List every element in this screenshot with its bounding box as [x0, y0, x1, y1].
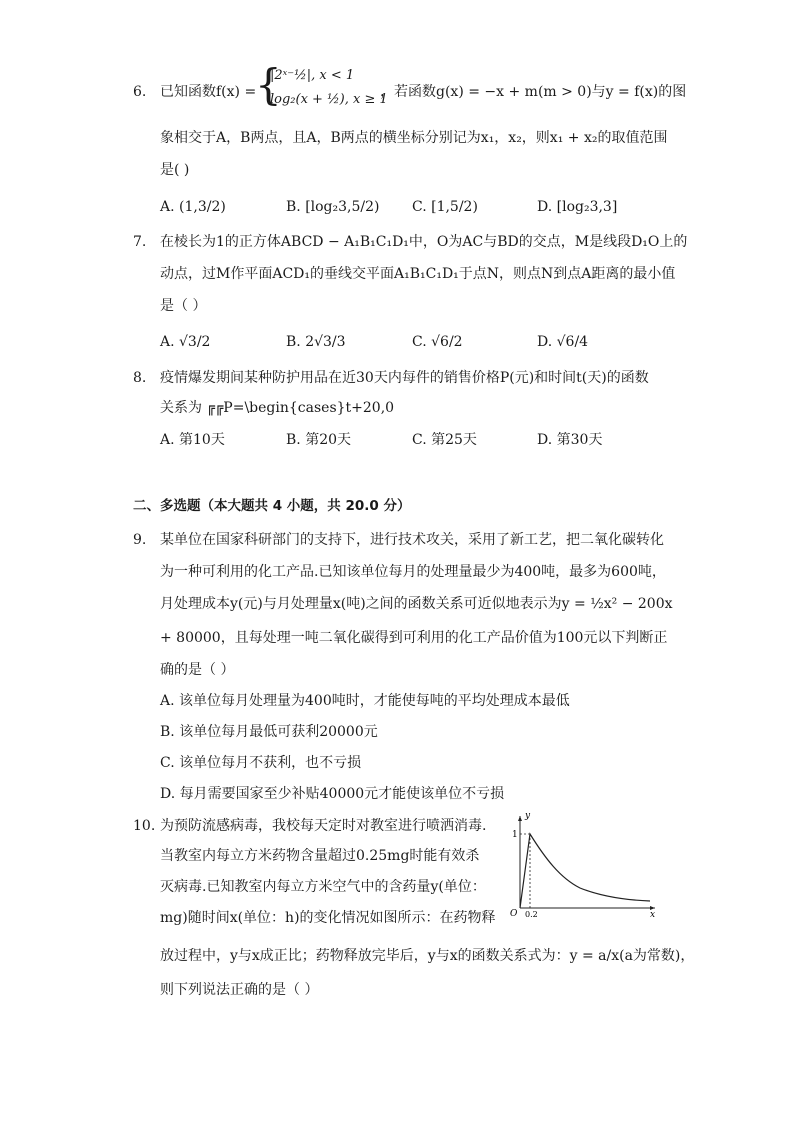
- question-8-number: 8.: [133, 370, 147, 386]
- question-7-option-d[interactable]: D. √6/4: [537, 334, 589, 350]
- question-9-option-c[interactable]: C. 该单位每月不获利，也不亏损: [160, 755, 362, 771]
- question-10-line-6: 则下列说法正确的是（ ）: [160, 982, 319, 998]
- question-6-suffix: ，若函数g(x) = −x + m(m > 0)与y = f(x)的图: [380, 84, 687, 100]
- question-6-option-a[interactable]: A. (1,3/2): [160, 199, 226, 215]
- question-9-number: 9.: [133, 532, 147, 548]
- concentration-curve: [520, 834, 650, 908]
- question-6-piece-2: log₂(x + ½), x ≥ 1: [270, 92, 388, 107]
- question-6-line-3: 是( ): [160, 162, 190, 178]
- question-6-piece-1: |2ˣ⁻½|, x < 1: [270, 68, 355, 83]
- question-8-option-c[interactable]: C. 第25天: [412, 432, 477, 448]
- question-7-line-3: 是（ ）: [160, 298, 207, 314]
- question-9-option-d[interactable]: D. 每月需要国家至少补贴40000元才能使该单位不亏损: [160, 786, 505, 802]
- question-6-line-2: 象相交于A，B两点，且A，B两点的横坐标分别记为x₁，x₂，则x₁ + x₂的取值范围: [160, 130, 668, 146]
- question-10-line-1: 为预防流感病毒，我校每天定时对教室进行喷洒消毒.: [160, 818, 487, 834]
- x-axis-label: x: [650, 910, 656, 918]
- question-6-option-d[interactable]: D. [log₂3,3]: [537, 199, 618, 215]
- question-8-option-a[interactable]: A. 第10天: [160, 432, 225, 448]
- question-6-option-c[interactable]: C. [1,5/2): [412, 199, 478, 215]
- concentration-graph: [500, 808, 660, 918]
- question-7-number: 7.: [133, 234, 147, 250]
- origin-label: O: [510, 909, 518, 918]
- section-heading: 二、多选题（本大题共 4 小题，共 20.0 分）: [133, 498, 411, 514]
- question-8-option-d[interactable]: D. 第30天: [537, 432, 603, 448]
- question-9-line-4: + 80000，且每处理一吨二氧化碳得到可利用的化工产品价值为100元以下判断正: [160, 630, 668, 646]
- question-10-number: 10.: [133, 818, 156, 834]
- question-7-line-1: 在棱长为1的正方体ABCD − A₁B₁C₁D₁中，O为AC与BD的交点，M是线段D₁O上的: [160, 234, 688, 250]
- y-axis-label: y: [525, 811, 531, 821]
- question-7-option-c[interactable]: C. √6/2: [412, 334, 463, 350]
- question-10-line-3: 灭病毒.已知教室内每立方米空气中的含药量y(单位：: [160, 879, 486, 895]
- question-10-line-5: 放过程中，y与x成正比；药物释放完毕后，y与x的函数关系式为：y = a/x(a为常数)，: [160, 948, 695, 964]
- question-7-line-2: 动点，过M作平面ACD₁的垂线交平面A₁B₁C₁D₁于点N，则点N到点A距离的最小值: [160, 266, 676, 282]
- question-8-line-2: 关系为 ╔╔P=\begin{cases}t+20,0: [160, 400, 395, 416]
- question-9-option-a[interactable]: A. 该单位每月处理量为400吨时，才能使每吨的平均处理成本最低: [160, 693, 570, 709]
- question-7-option-b[interactable]: B. 2√3/3: [286, 334, 346, 350]
- question-10-line-4: mg)随时间x(单位：h)的变化情况如图所示：在药物释: [160, 910, 496, 926]
- question-6-option-b[interactable]: B. [log₂3,5/2): [286, 199, 380, 215]
- question-7-option-a[interactable]: A. √3/2: [160, 334, 211, 350]
- question-9-line-3: 月处理成本y(元)与月处理量x(吨)之间的函数关系可近似地表示为y = ½x² − 200x: [160, 596, 673, 612]
- question-8-line-1: 疫情爆发期间某种防护用品在近30天内每件的销售价格P(元)和时间t(天)的函数: [160, 370, 649, 386]
- question-6-number: 6.: [133, 84, 147, 100]
- question-8-option-b[interactable]: B. 第20天: [286, 432, 352, 448]
- y-tick-label: 1: [512, 830, 518, 840]
- piecewise-brace: {: [255, 60, 282, 109]
- question-10-line-2: 当教室内每立方米药物含量超过0.25mg时能有效杀: [160, 848, 480, 864]
- question-9-line-1: 某单位在国家科研部门的支持下，进行技术攻关，采用了新工艺，把二氧化碳转化: [160, 532, 664, 548]
- question-6-prefix: 已知函数f(x) =: [160, 84, 257, 100]
- question-9-option-b[interactable]: B. 该单位每月最低可获利20000元: [160, 724, 378, 740]
- question-9-line-2: 为一种可利用的化工产品.已知该单位每月的处理量最少为400吨，最多为600吨，: [160, 564, 666, 580]
- y-axis-arrow: [518, 816, 522, 821]
- question-9-line-5: 确的是（ ）: [160, 662, 235, 678]
- x-tick-label: 0.2: [525, 910, 538, 918]
